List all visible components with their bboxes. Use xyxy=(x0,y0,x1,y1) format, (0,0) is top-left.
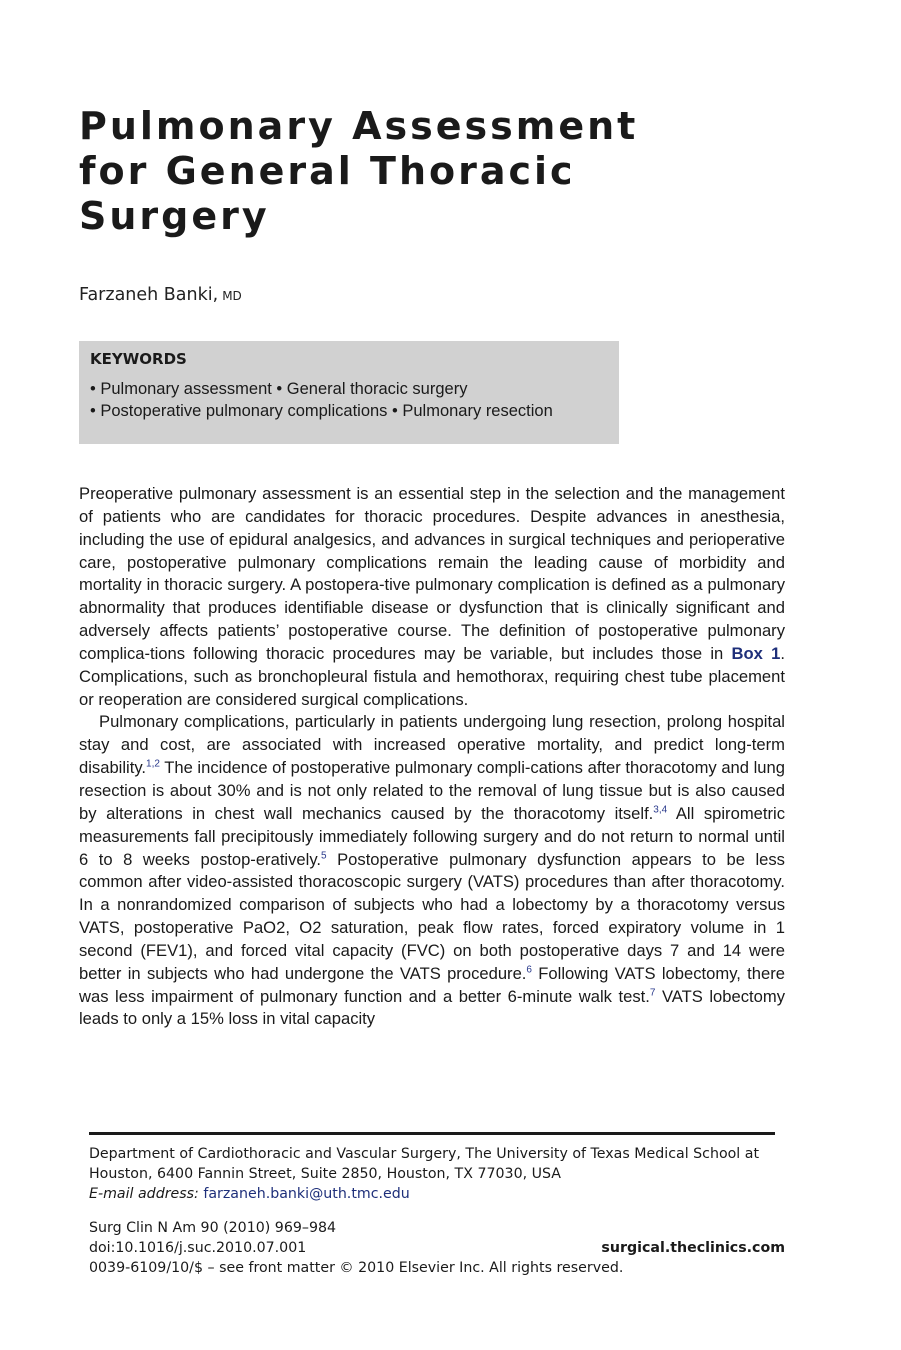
paragraph-text: Following VATS lobectomy, there was less impairment of pulmonary function and a better 6-minute walk test. xyxy=(79,963,785,1006)
affiliation-text: Department of Cardiothoracic and Vascular Surgery, The University of Texas Medical School at Houston, 6400 Fannin Street, Suite 2850, Houston, TX 77030, USA xyxy=(89,1146,760,1182)
reference-link[interactable]: 7 xyxy=(649,987,656,999)
reference-link[interactable]: 5 xyxy=(321,849,327,861)
paragraph-text: Pulmonary complications, particularly in patients undergoing lung resection, prolong hospital stay and cost, are associated with increased operative mortality, and predict long-term disability. xyxy=(79,712,785,778)
reference-link[interactable]: 6 xyxy=(526,964,532,976)
paragraph-text: The incidence of postoperative pulmonary compli-cations after thoracotomy and lung resection is about 30% and is not only related to the removal of lung tissue but is also caused by alterations in chest wall mechanics caused by the thoracotomy itself. xyxy=(79,758,785,823)
title-line: Surgery xyxy=(79,194,270,238)
email-label: E-mail address: xyxy=(89,1186,199,1202)
box-1-link[interactable]: Box 1 xyxy=(731,643,781,663)
article-body xyxy=(79,483,785,1031)
author-degree: MD xyxy=(222,289,242,303)
body-paragraph xyxy=(79,483,785,711)
body-paragraph xyxy=(79,711,785,1031)
keywords-line: • Postoperative pulmonary complications • Pulmonary resection xyxy=(90,402,553,420)
title-line: Pulmonary Assessment xyxy=(79,104,639,148)
paragraph-text: Postoperative pulmonary dysfunction appears to be less common after video-assisted thoracoscopic surgery (VATS) procedures than after thoracotomy. In a nonrandomized comparison of subjects who had a lobectomy by a thoracotomy versus VATS, postoperative PaO2, O2 saturation, peak flow rates, forced expiratory volume in 1 second (FEV1), and forced vital capacity (FVC) on both postoperative days 7 and 14 were better in subjects who had undergone the VATS procedure. xyxy=(79,849,785,983)
keywords-line: • Pulmonary assessment • General thoracic surgery xyxy=(90,380,468,398)
paragraph-text: All spirometric measurements fall precipitously immediately following surgery and do not return to normal until 6 to 8 weeks postop-eratively. xyxy=(79,803,785,869)
author-line xyxy=(79,285,242,305)
paragraph-text: VATS lobectomy leads to only a 15% loss in vital capacity xyxy=(79,986,785,1029)
article-title xyxy=(79,104,699,239)
footer-divider xyxy=(89,1132,775,1135)
keywords-heading: KEYWORDS xyxy=(90,350,187,368)
paragraph-text: . Complications, such as bronchopleural fistula and hemothorax, requiring chest tube placement or reoperation are considered surgical complications. xyxy=(79,643,786,709)
journal-website: surgical.theclinics.com xyxy=(601,1240,785,1256)
affiliation-footnote xyxy=(89,1144,785,1204)
reference-link[interactable]: 3,4 xyxy=(653,804,668,816)
keywords-box xyxy=(79,341,619,444)
copyright-text: 0039-6109/10/$ – see front matter © 2010 Elsevier Inc. All rights reserved. xyxy=(89,1260,624,1276)
author-name: Farzaneh Banki, xyxy=(79,285,219,305)
author-email-link[interactable]: farzaneh.banki@uth.tmc.edu xyxy=(203,1186,410,1202)
paragraph-text: Preoperative pulmonary assessment is an essential step in the selection and the management of patients who are candidates for thoracic procedures. Despite advances in anesthesia, including the use of epidural analgesics, and advances in surgical techniques and perioperative care, postoperative pulmonary complications remain the leading cause of morbidity and mortality in thoracic surgery. A postopera-tive pulmonary complication is defined as a pulmonary abnormality that produces identifiable disease or dysfunction that is clinically significant and adversely affects patients’ postoperative course. The definition of postoperative pulmonary complica-tions following thoracic procedures may be variable, but includes those in xyxy=(79,484,785,663)
doi-text: doi:10.1016/j.suc.2010.07.001 xyxy=(89,1240,307,1256)
citation-block xyxy=(89,1218,785,1278)
title-line: for General Thoracic xyxy=(79,149,576,193)
journal-citation: Surg Clin N Am 90 (2010) 969–984 xyxy=(89,1220,337,1236)
reference-link[interactable]: 1,2 xyxy=(146,758,160,770)
